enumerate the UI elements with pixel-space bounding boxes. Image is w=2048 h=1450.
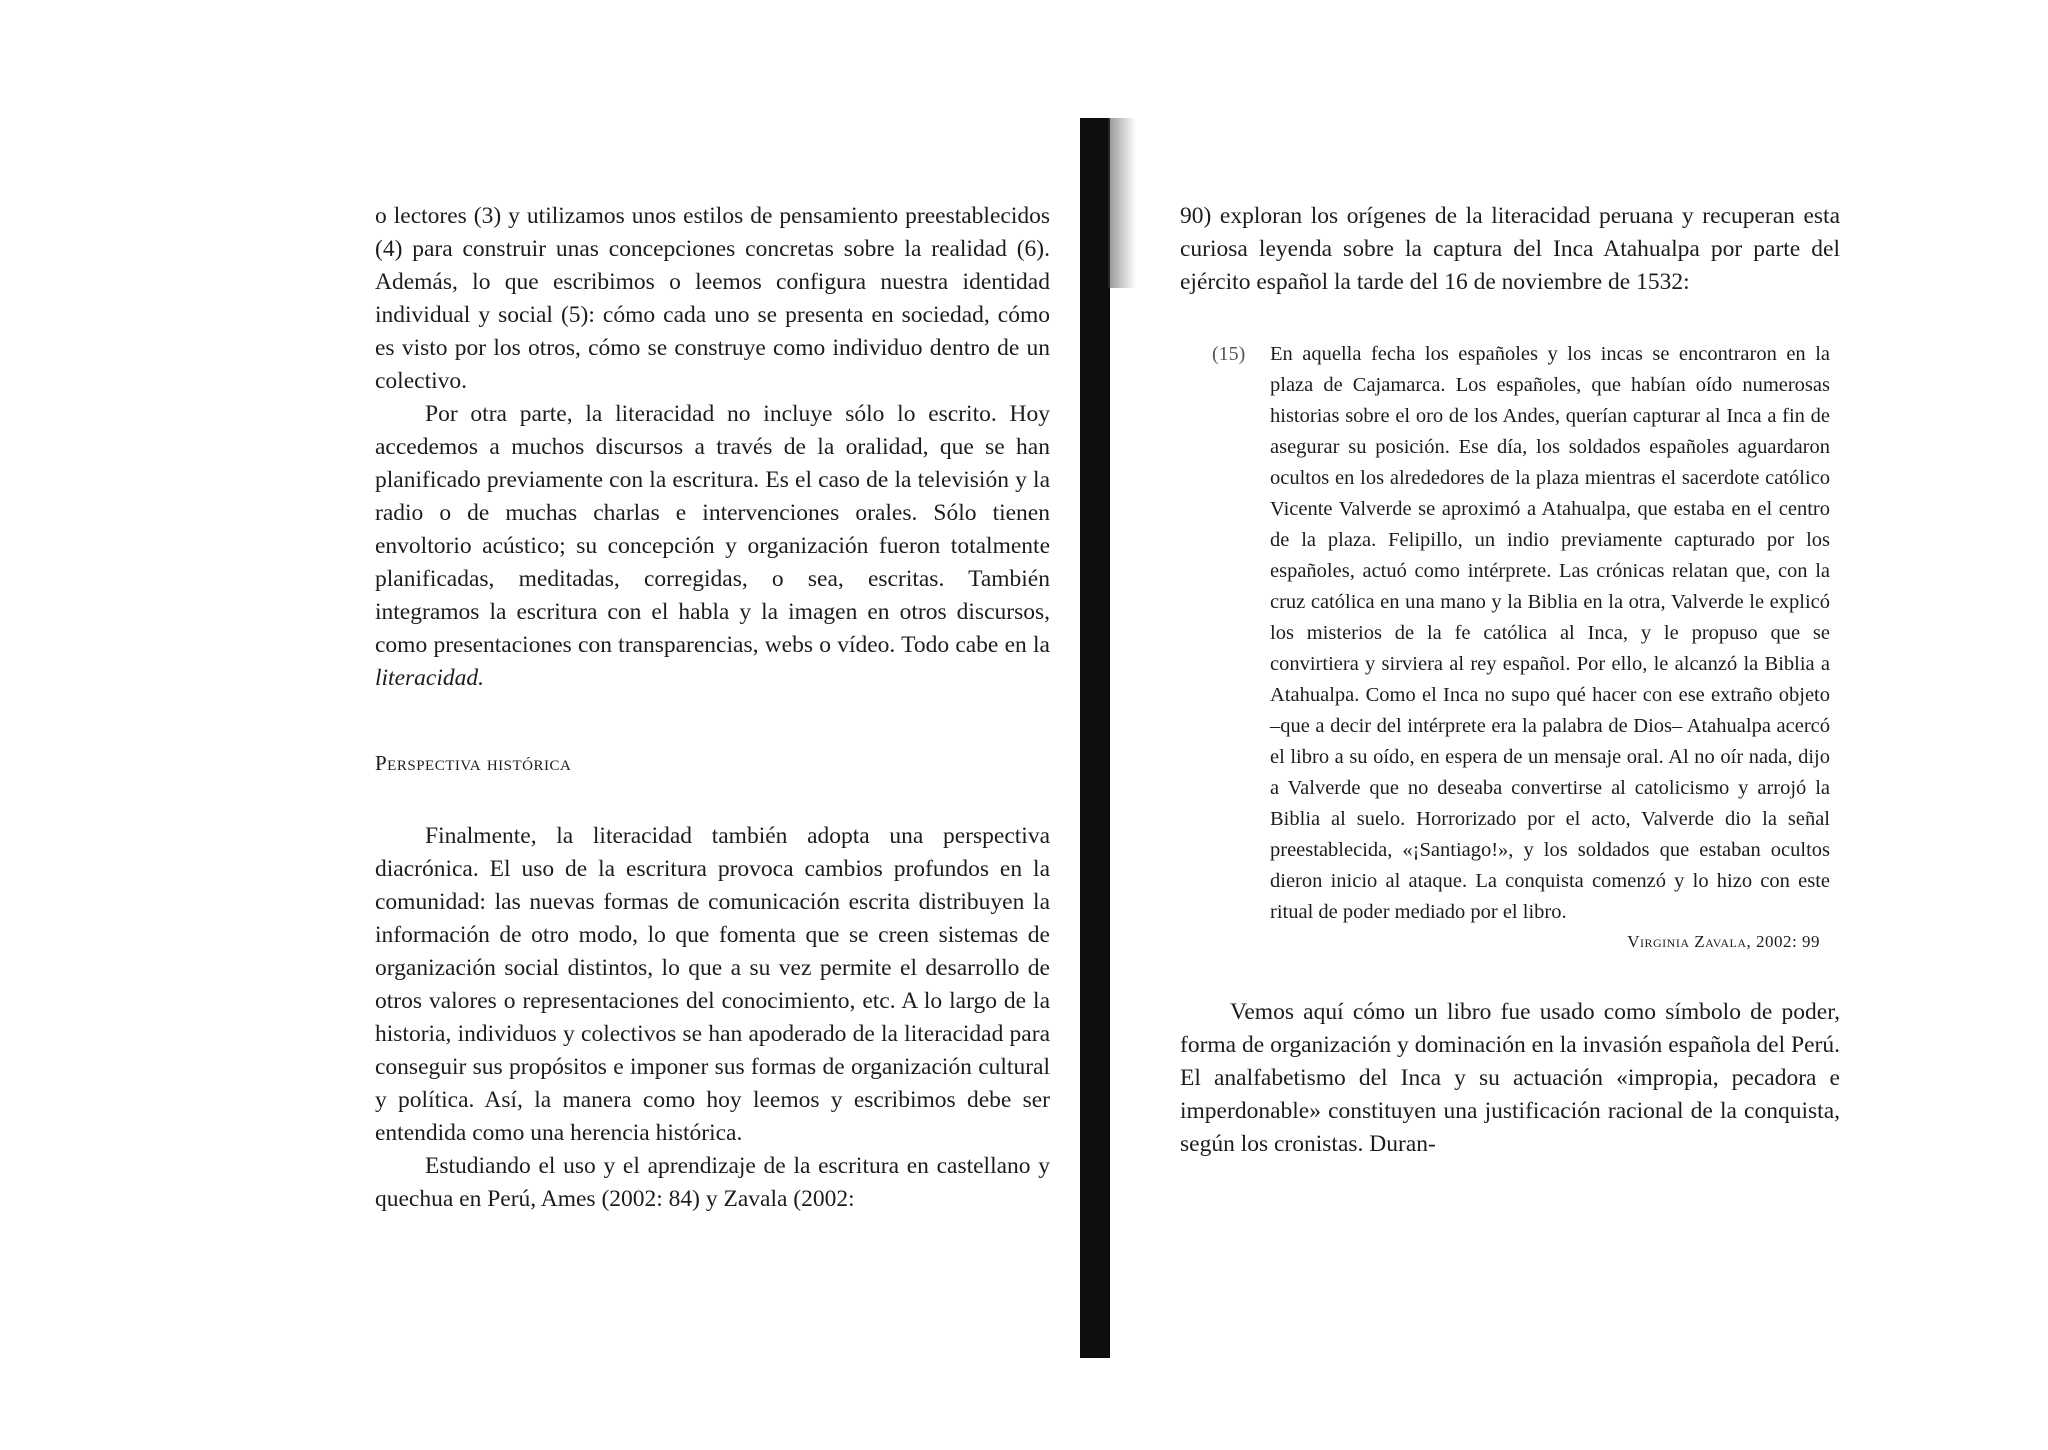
gutter-scan-noise [1108,118,1136,288]
quote-number: (15) [1212,343,1246,365]
left-paragraph-1: o lectores (3) y utilizamos unos estilos de pensamiento preestablecidos (4) para construir unas concepciones concretas sobre la realidad (6). Además, lo que escribimos o leemos configura nuestra identidad individual y social (5): cómo cada uno se presenta en sociedad, cómo es visto por los otros, cómo se construye como individuo dentro de un colectivo. [375,203,1050,394]
left-paragraph-2-text: Por otra parte, la literacidad no incluye sólo lo escrito. Hoy accedemos a muchos discursos a través de la oralidad, que se han planificado previamente con la escritura. Es el caso de la televisión y la radio o de muchas charlas e intervenciones orales. Sólo tienen envoltorio acústico; su concepción y organización fueron totalmente planificadas, meditadas, corregidas, o sea, escritas. También integramos la escritura con el habla y la imagen en otros discursos, como presentaciones con transparencias, webs o vídeo. Todo cabe en la [375,401,1050,658]
block-quote [1180,339,1840,952]
left-paragraph-4: Estudiando el uso y el aprendizaje de la escritura en castellano y quechua en Perú, Ames (2002: 84) y Zavala (2002: [375,1153,1050,1212]
literacidad-italic: literacidad. [375,665,484,691]
left-paragraph-2 [375,398,1050,695]
quote-citation: Virginia Zavala, 2002: 99 [1627,932,1820,951]
right-paragraph-2: Vemos aquí cómo un libro fue usado como símbolo de poder, forma de organización y dominación en la invasión española del Perú. El analfabetismo del Inca y su actuación «impropia, pecadora e imperdonable» constituyen una justificación racional de la conquista, según los cronistas. Duran- [1180,999,1840,1157]
quote-text: En aquella fecha los españoles y los incas se encontraron en la plaza de Cajamarca. Los españoles, que habían oído numerosas historias sobre el oro de los Andes, querían capturar al Inca a fin de asegurar su posición. Ese día, los soldados españoles aguardaron ocultos en los alrededores de la plaza mientras el sacerdote católico Vicente Valverde se aproximó a Atahualpa, que estaba en el centro de la plaza. Felipillo, un indio previamente capturado por los españoles, actuó como intérprete. Las crónicas relatan que, con la cruz católica en una mano y la Biblia en la otra, Valverde le explicó los misterios de la fe católica al Inca, y le propuso que se convirtiera y sirviera al rey español. Por ello, le alcanzó la Biblia a Atahualpa. Como el Inca no supo qué hacer con ese extraño objeto –que a decir del intérprete era la palabra de Dios– Atahualpa acercó el libro a su oído, en espera de un mensaje oral. Al no oír nada, dijo a Valverde que no deseaba convertirse al catolicismo y arrojó la Biblia al suelo. Horrorizado por el acto, Valverde dio la señal preestablecida, «¡Santiago!», y los soldados que estaban ocultos dieron inicio al ataque. La conquista comenzó y lo hizo con este ritual de poder mediado por el libro. [1270,343,1830,923]
left-page [375,200,1050,1216]
right-paragraph-1: 90) exploran los orígenes de la literacidad peruana y recuperan esta curiosa leyenda sobre la captura del Inca Atahualpa por parte del ejército español la tarde del 16 de noviembre de 1532: [1180,203,1840,295]
book-gutter-shadow [1080,118,1110,1358]
right-page [1180,200,1840,1161]
section-heading: Perspectiva histórica [375,751,572,775]
left-paragraph-3: Finalmente, la literacidad también adopta una perspectiva diacrónica. El uso de la escritura provoca cambios profundos en la comunidad: las nuevas formas de comunicación escrita distribuyen la información de otro modo, lo que fomenta que se creen sistemas de organización social distintos, lo que a su vez permite el desarrollo de otros valores o representaciones del conocimiento, etc. A lo largo de la historia, individuos y colectivos se han apoderado de la literacidad para conseguir sus propósitos e imponer sus formas de organización cultural y política. Así, la manera como hoy leemos y escribimos debe ser entendida como una herencia histórica. [375,823,1050,1146]
